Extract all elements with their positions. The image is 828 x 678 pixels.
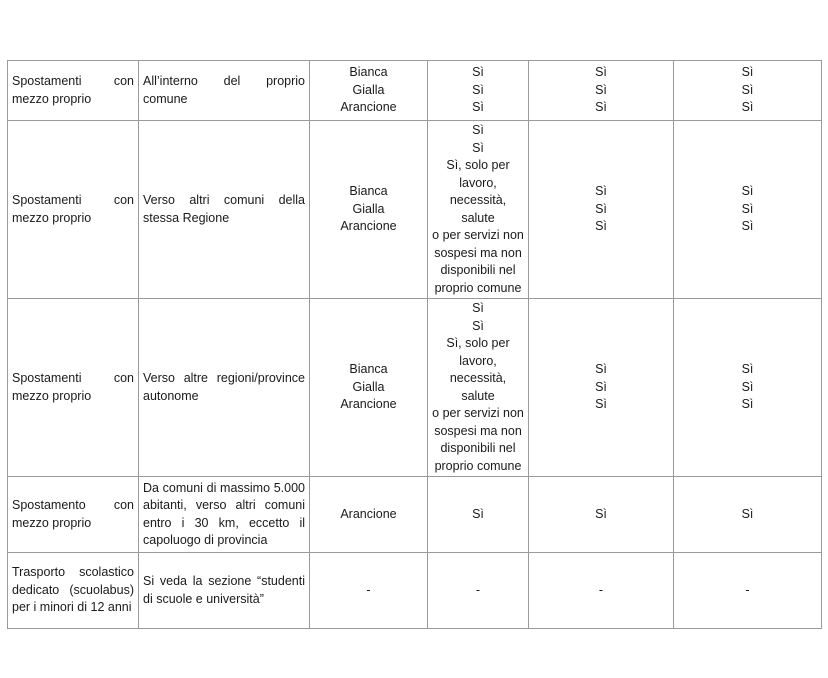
zone-cell (310, 299, 428, 477)
movement-type-cell: Trasporto scolastico dedicato (scuolabus) per i minori di 12 anni (8, 553, 139, 629)
movement-type-cell: Spostamenti con mezzo proprio (8, 299, 139, 477)
permission-cell (529, 477, 674, 553)
cell-line: Sì, solo per (446, 158, 510, 172)
cell-line: Arancione (340, 100, 397, 115)
cell-line: proprio comune (434, 280, 522, 295)
cell-line: - (745, 582, 750, 597)
zone-cell (310, 553, 428, 629)
cell-line: - (366, 582, 371, 597)
cell-line: Sì (595, 82, 607, 97)
direction-cell: All’interno del proprio comune (139, 61, 310, 121)
permission-cell (428, 553, 529, 629)
cell-line: Sì (472, 100, 484, 115)
cell-line: - (475, 582, 481, 597)
cell-line: disponibili nel (440, 441, 516, 455)
cell-line: - (598, 582, 604, 597)
cell-line: Bianca (349, 184, 388, 199)
permission-cell (529, 61, 674, 121)
cell-line: disponibili nel (440, 263, 516, 277)
cell-line: Gialla (352, 82, 385, 97)
table-row (8, 553, 822, 629)
permission-cell (674, 299, 822, 477)
cell-line: Arancione (340, 397, 397, 412)
movement-type-cell: Spostamenti con mezzo proprio (8, 61, 139, 121)
direction-cell: Si veda la sezione “studenti di scuole e università” (139, 553, 310, 629)
cell-line: sospesi ma non (434, 423, 522, 438)
cell-line: necessità, salute (449, 193, 507, 225)
cell-line: Sì (595, 379, 607, 394)
cell-line: o per servizi non (432, 406, 524, 420)
cell-line: Sì (741, 65, 754, 80)
cell-line: necessità, salute (449, 371, 507, 403)
cell-line: proprio comune (434, 458, 522, 473)
movement-type-cell: Spostamento con mezzo proprio (8, 477, 139, 553)
permission-cell (428, 61, 529, 121)
direction-cell: Verso altri comuni della stessa Regione (139, 121, 310, 299)
rules-table (7, 60, 822, 629)
permission-cell (674, 553, 822, 629)
zone-cell (310, 121, 428, 299)
rules-table-body (8, 61, 822, 629)
cell-line: Gialla (352, 379, 385, 394)
cell-line: Sì (595, 100, 607, 115)
permission-cell (428, 299, 529, 477)
cell-line: Bianca (349, 65, 388, 80)
cell-line: Sì (595, 184, 607, 199)
cell-line: Sì (595, 397, 607, 412)
cell-line: Arancione (340, 506, 397, 521)
cell-line: o per servizi non (432, 228, 524, 242)
cell-line: Sì (472, 123, 484, 137)
permission-cell (428, 121, 529, 299)
table-row (8, 121, 822, 299)
permission-cell (529, 121, 674, 299)
permission-cell (529, 553, 674, 629)
zone-cell (310, 477, 428, 553)
permission-cell (674, 61, 822, 121)
cell-line: Sì (472, 318, 484, 333)
direction-cell: Verso altre regioni/province autonome (139, 299, 310, 477)
cell-line: Bianca (349, 362, 388, 377)
cell-line: Sì (741, 201, 754, 216)
table-row (8, 477, 822, 553)
cell-line: lavoro, (459, 175, 497, 190)
cell-line: Sì (472, 140, 484, 155)
cell-line: Sì (595, 65, 607, 80)
cell-line: Sì (472, 82, 484, 97)
cell-line: Sì (741, 219, 754, 234)
cell-line: Gialla (352, 201, 385, 216)
cell-line: Sì (741, 397, 754, 412)
direction-cell: Da comuni di massimo 5.000 abitanti, verso altri comuni entro i 30 km, eccetto il capoluogo di provincia (139, 477, 310, 553)
cell-line: Sì (472, 65, 484, 80)
cell-line: Sì (741, 362, 754, 377)
permission-cell (428, 477, 529, 553)
table-row (8, 61, 822, 121)
table-row (8, 299, 822, 477)
permission-cell (674, 121, 822, 299)
cell-line: Sì (741, 379, 754, 394)
cell-line: Sì (595, 219, 607, 234)
cell-line: Sì (741, 506, 754, 521)
permission-cell (529, 299, 674, 477)
cell-line: Arancione (340, 219, 397, 234)
permission-cell (674, 477, 822, 553)
cell-line: Sì (595, 362, 607, 377)
cell-line: Sì (595, 201, 607, 216)
cell-line: Sì (472, 506, 484, 521)
cell-line: Sì (472, 301, 484, 315)
zone-cell (310, 61, 428, 121)
cell-line: Sì (595, 506, 607, 521)
cell-line: Sì (741, 100, 754, 115)
cell-line: Sì (741, 82, 754, 97)
cell-line: Sì (741, 184, 754, 199)
cell-line: sospesi ma non (434, 245, 522, 260)
cell-line: Sì, solo per (446, 336, 510, 350)
cell-line: lavoro, (459, 353, 497, 368)
movement-type-cell: Spostamenti con mezzo proprio (8, 121, 139, 299)
